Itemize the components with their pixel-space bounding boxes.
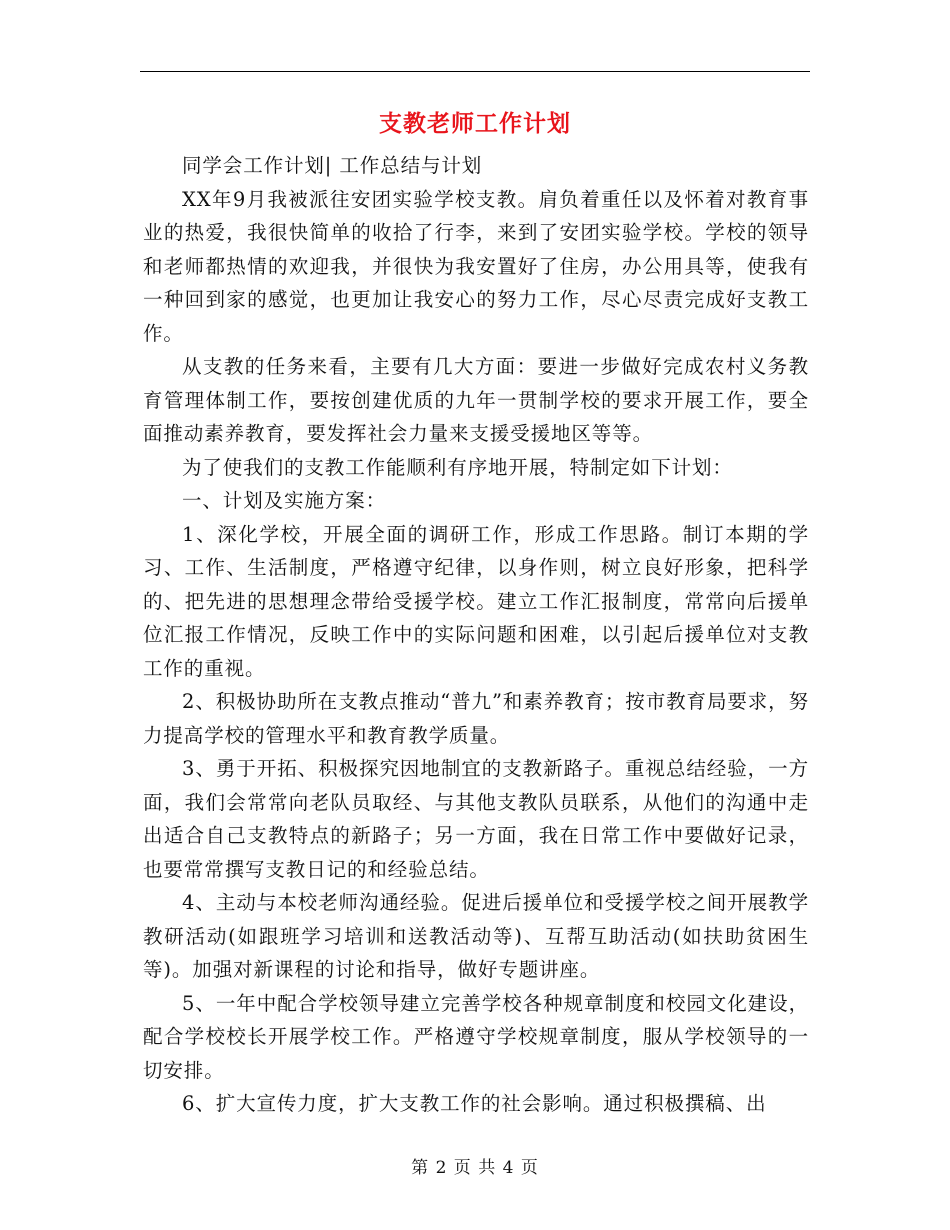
paragraph: XX年9月我被派往安团实验学校支教。肩负着重任以及怀着对教育事业的热爱，我很快简单的收拾了行李，来到了安团实验学校。学校的领导和老师都热情的欢迎我，并很快为我安置好了住房，办公用具等，使我有一种回到家的感觉，也更加让我安心的努力工作，尽心尽责完成好支教工作。 bbox=[143, 187, 809, 345]
list-item: 5、一年中配合学校领导建立完善学校各种规章制度和校园文化建设，配合学校校长开展学校工作。严格遵守学校规章制度，服从学校领导的一切安排。 bbox=[143, 991, 809, 1082]
document-body bbox=[143, 149, 809, 1121]
list-item: 2、积极协助所在支教点推动“普九”和素养教育；按市教育局要求，努力提高学校的管理水平和教育教学质量。 bbox=[143, 690, 809, 747]
paragraph: 为了使我们的支教工作能顺利有序地开展，特制定如下计划： bbox=[182, 455, 733, 479]
list-item: 6、扩大宣传力度，扩大支教工作的社会影响。通过积极撰稿、出 bbox=[182, 1092, 767, 1115]
section-heading: 一、计划及实施方案： bbox=[182, 489, 387, 512]
page-number: 第 2 页 共 4 页 bbox=[411, 1158, 539, 1178]
list-item: 3、勇于开拓、积极探究因地制宜的支教新路子。重视总结经验，一方面，我们会常常向老队员取经、与其他支教队员联系，从他们的沟通中走出适合自己支教特点的新路子；另一方面，我在日常工作中要做好记录，也要常常撰写支教日记的和经验总结。 bbox=[143, 757, 809, 881]
paragraph: 从支教的任务来看，主要有几大方面：要进一步做好完成农村义务教育管理体制工作，要按创建优质的九年一贯制学校的要求开展工作，要全面推动素养教育，要发挥社会力量来支援受援地区等等。 bbox=[143, 355, 809, 445]
list-item: 4、主动与本校老师沟通经验。促进后援单位和受援学校之间开展教学教研活动(如跟班学习培训和送教活动等)、互帮互助活动(如扶助贫困生等)。加强对新课程的讨论和指导，做好专题讲座。 bbox=[143, 891, 809, 981]
document-title: 支教老师工作计划 bbox=[379, 110, 571, 137]
header-rule bbox=[140, 71, 810, 72]
list-item: 1、深化学校，开展全面的调研工作，形成工作思路。制订本期的学习、工作、生活制度，严格遵守纪律，以身作则，树立良好形象，把科学的、把先进的思想理念带给受援学校。建立工作汇报制度，常常向后援单位汇报工作情况，反映工作中的实际问题和困难，以引起后援单位对支教工作的重视。 bbox=[143, 522, 809, 680]
paragraph-subtitle: 同学会工作计划| 工作总结与计划 bbox=[182, 154, 483, 177]
